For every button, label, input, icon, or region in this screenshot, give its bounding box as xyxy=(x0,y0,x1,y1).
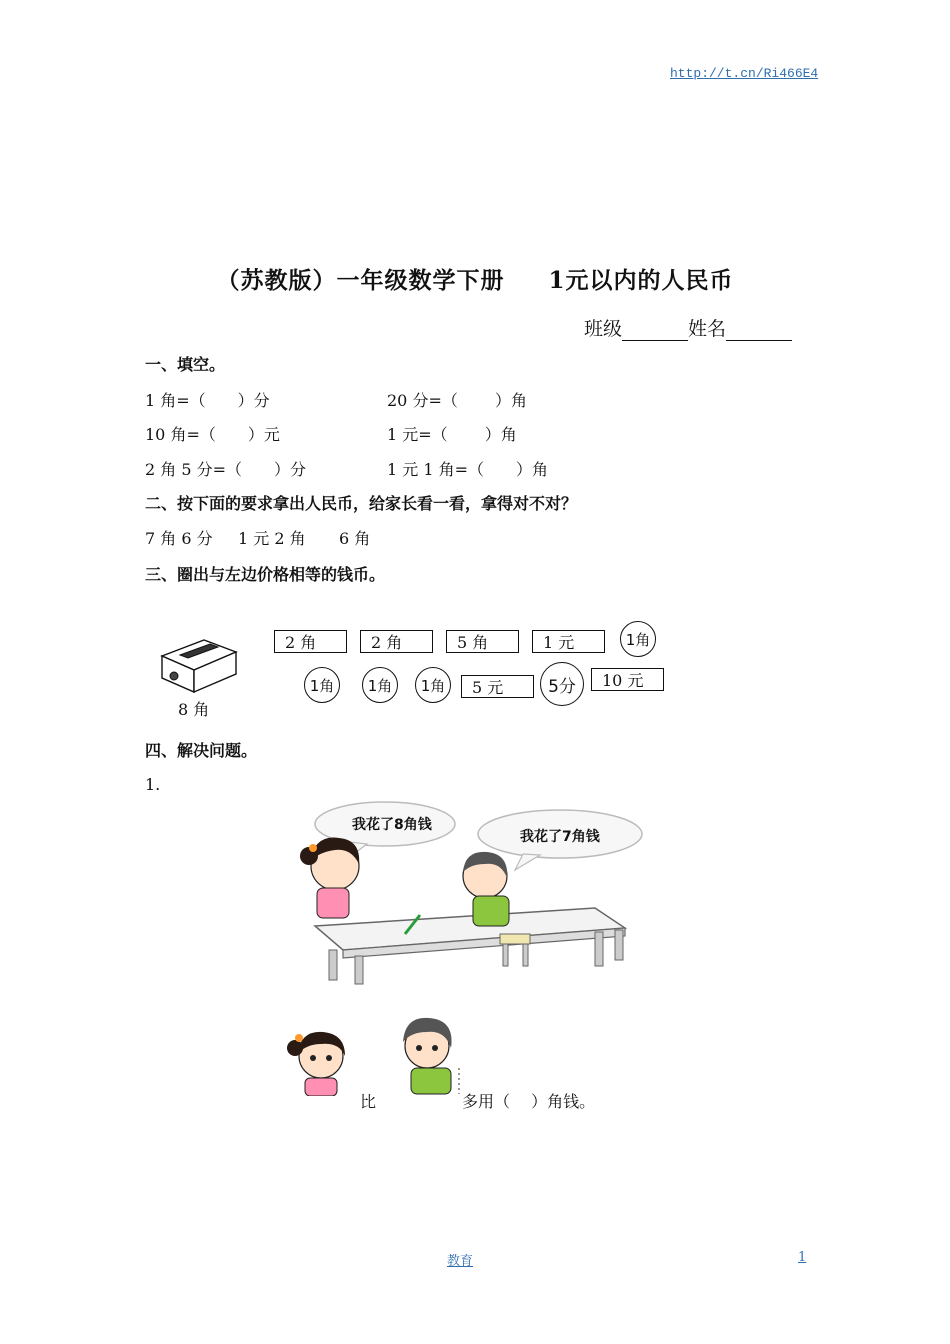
header-link[interactable]: http://t.cn/Ri466E4 xyxy=(670,66,819,81)
section2-heading: 二、按下面的要求拿出人民币，给家长看一看，拿得对不对？ xyxy=(145,494,578,513)
page-title xyxy=(0,262,950,295)
fill-right-3: 1 元 1 角=（ ）角 xyxy=(387,460,549,479)
fill-left-1: 1 角=（ ）分 xyxy=(145,391,270,410)
section3-heading: 三、圈出与左边价格相等的钱币。 xyxy=(145,565,386,584)
class-blank xyxy=(622,322,688,341)
section1-heading: 一、填空。 xyxy=(145,355,226,374)
coin-1-jiao[interactable]: 1角 xyxy=(362,667,398,703)
section4-heading: 四、解决问题。 xyxy=(145,741,258,760)
compare-word: 比 xyxy=(360,1092,377,1111)
note-2-jiao[interactable] xyxy=(360,630,433,653)
note-10-yuan[interactable] xyxy=(591,668,664,691)
boy-speech-text: 我花了7角钱 xyxy=(520,829,600,845)
fill-left-3: 2 角 5 分=（ ）分 xyxy=(145,460,307,479)
fill-left-2: 10 角=（ ）元 xyxy=(145,425,280,444)
student-info-line xyxy=(584,314,792,341)
name-blank xyxy=(726,322,792,341)
coin-1-jiao[interactable]: 1角 xyxy=(620,621,656,657)
note-label: 5 元 xyxy=(472,678,504,697)
note-1-yuan[interactable] xyxy=(532,630,605,653)
coin-5-fen[interactable]: 5分 xyxy=(540,662,584,706)
money-item-3: 6 角 xyxy=(339,529,371,548)
boy-small-image xyxy=(397,1012,463,1096)
note-label: 2 角 xyxy=(285,633,317,652)
page-number: 1 xyxy=(798,1250,807,1265)
sharpener-icon xyxy=(158,628,240,696)
note-label: 1 元 xyxy=(543,633,575,652)
title-part1: （苏教版）一年级数学下册 xyxy=(216,267,505,294)
note-5-yuan[interactable] xyxy=(461,675,534,698)
question-number: 1. xyxy=(145,775,161,794)
note-2-jiao[interactable] xyxy=(274,630,347,653)
note-label: 2 角 xyxy=(371,633,403,652)
fill-right-1: 20 分=（ ）角 xyxy=(387,391,527,410)
money-item-2: 1 元 2 角 xyxy=(238,529,306,548)
note-5-jiao[interactable] xyxy=(446,630,519,653)
coin-1-jiao[interactable]: 1角 xyxy=(415,667,451,703)
money-item-1: 7 角 6 分 xyxy=(145,529,213,548)
coin-1-jiao[interactable]: 1角 xyxy=(304,667,340,703)
girl-small-image xyxy=(287,1024,355,1096)
note-label: 10 元 xyxy=(602,671,644,690)
sharpener-price: 8 角 xyxy=(178,700,210,719)
class-label: 班级 xyxy=(584,318,623,340)
title-part2: 1元以内的人民币 xyxy=(548,267,734,294)
fill-right-2: 1 元=（ ）角 xyxy=(387,425,517,444)
footer-link[interactable]: 教育 xyxy=(447,1254,474,1269)
name-label: 姓名 xyxy=(688,318,727,340)
note-label: 5 角 xyxy=(457,633,489,652)
compare-rest: 多用（ ）角钱。 xyxy=(462,1092,596,1111)
girl-speech-text: 我花了8角钱 xyxy=(352,817,432,833)
